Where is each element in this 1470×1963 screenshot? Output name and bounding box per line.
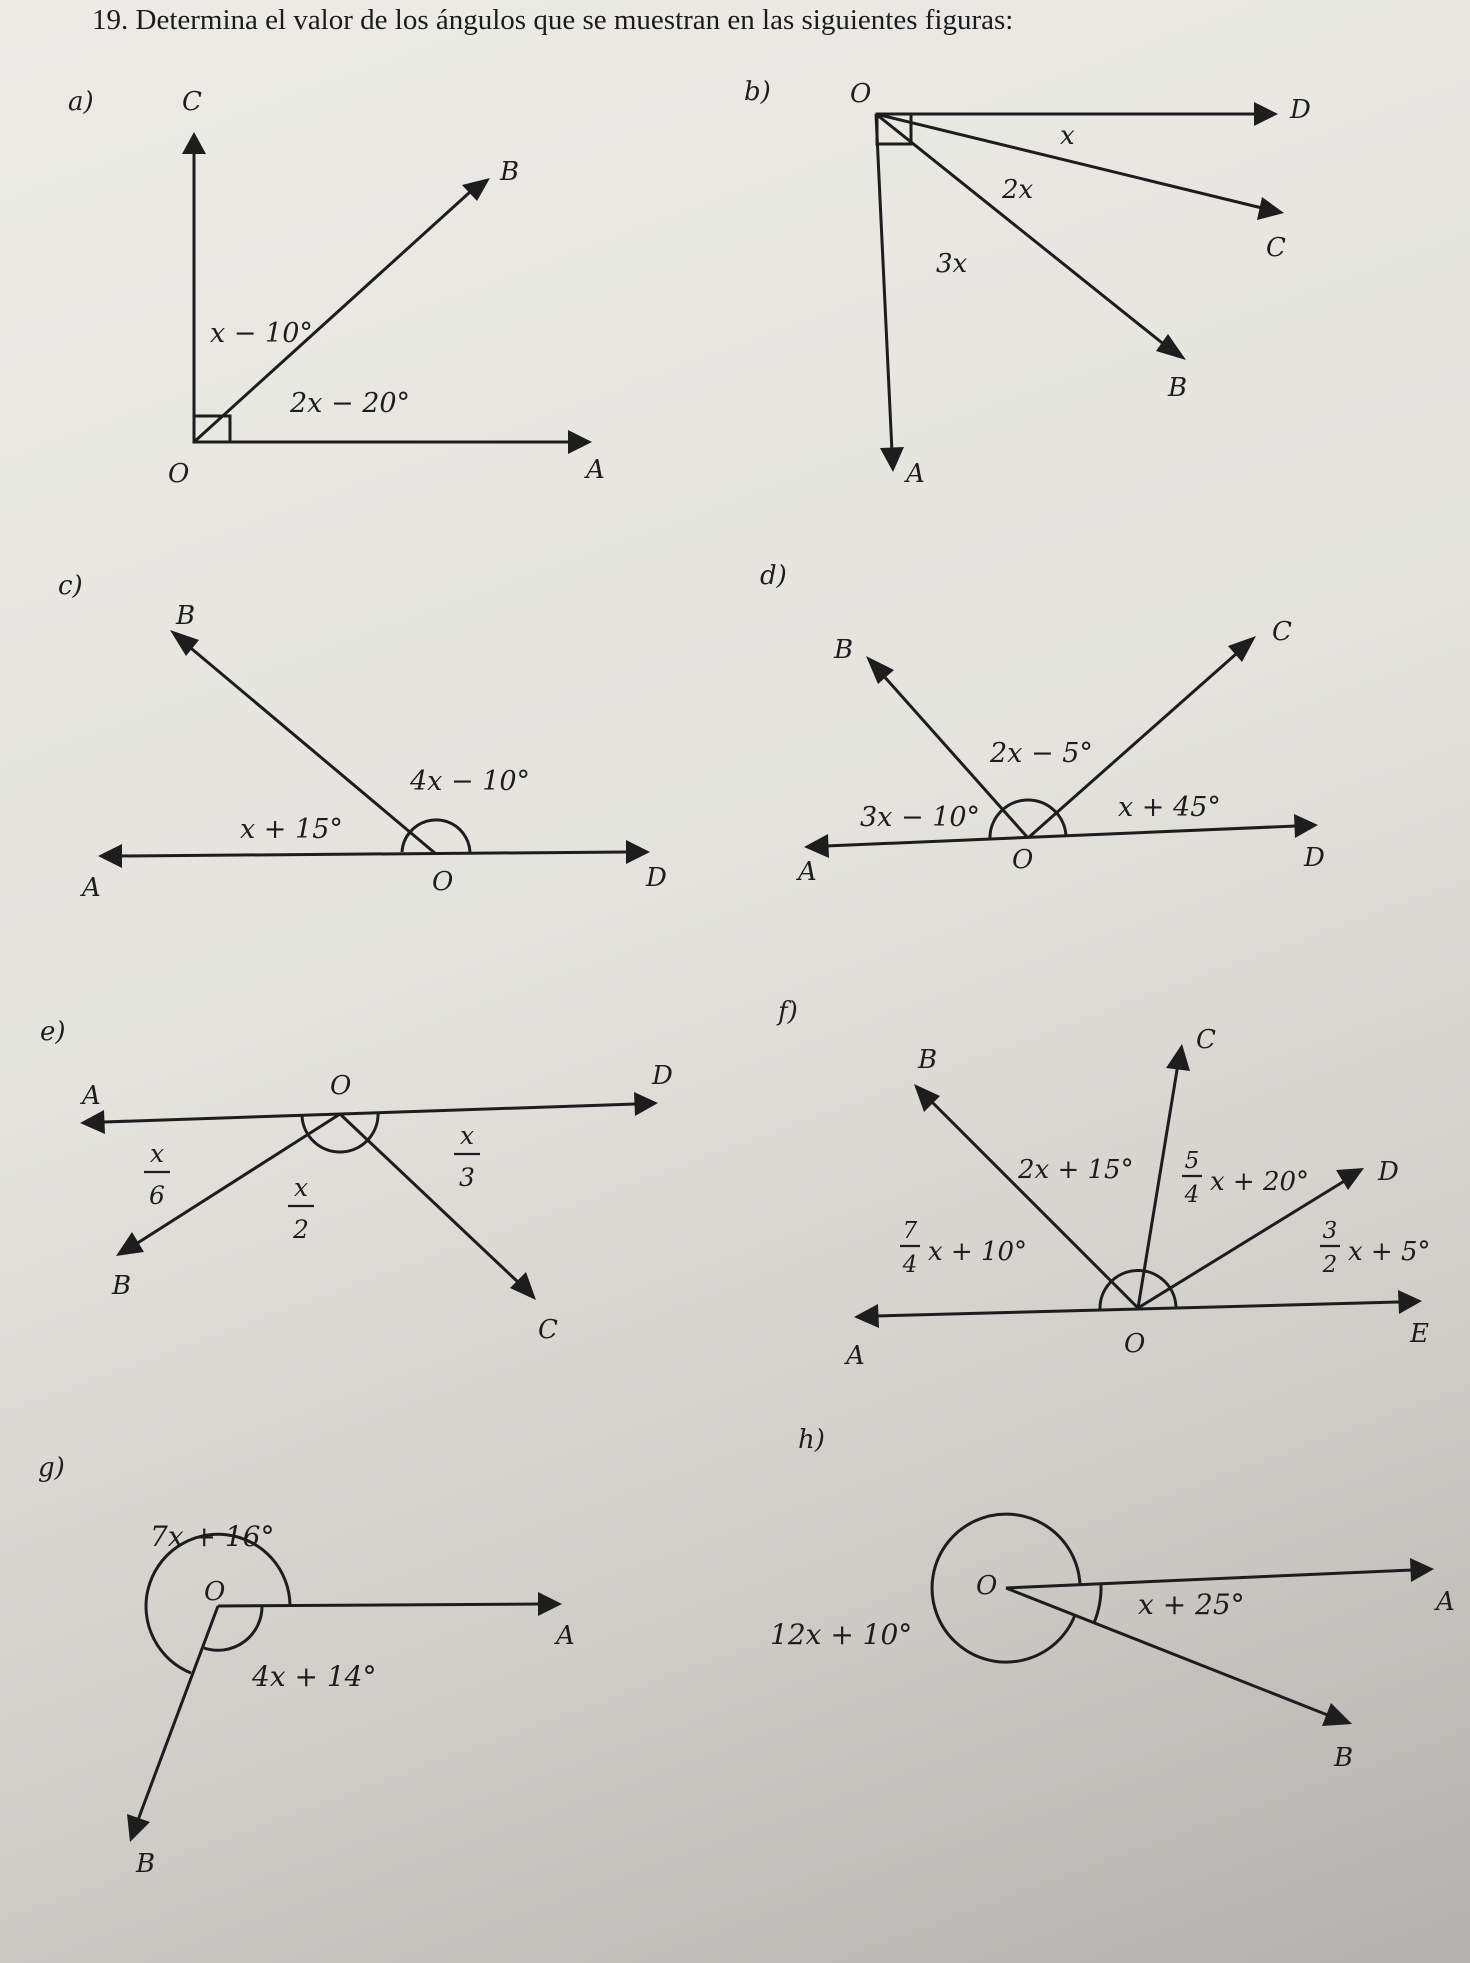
figure-a bbox=[68, 87, 605, 489]
part-label-e: e) bbox=[40, 1017, 66, 1047]
svg-text:x + 5°: x + 5° bbox=[1348, 1237, 1431, 1267]
question-number: 19. bbox=[92, 4, 129, 36]
figure-g bbox=[38, 1453, 575, 1879]
part-label-c: c) bbox=[58, 571, 83, 601]
arrowhead-a bbox=[804, 834, 829, 858]
svg-text:3: 3 bbox=[1322, 1218, 1338, 1244]
point-o: O bbox=[330, 1071, 352, 1101]
point-o: O bbox=[432, 867, 454, 897]
point-c: C bbox=[538, 1315, 558, 1345]
arrowhead-a bbox=[854, 1304, 879, 1328]
angle-cod bbox=[1182, 1148, 1309, 1208]
ray-ob bbox=[136, 1114, 340, 1244]
figure-c bbox=[58, 571, 667, 903]
point-b: B bbox=[112, 1271, 132, 1301]
point-d: D bbox=[1378, 1157, 1399, 1187]
svg-text:x: x bbox=[459, 1121, 475, 1150]
arrowhead-b bbox=[1156, 334, 1186, 360]
angle-aob: x + 15° bbox=[240, 814, 343, 845]
arrowhead-a bbox=[568, 430, 592, 454]
point-b: B bbox=[176, 601, 196, 631]
angle-aob bbox=[900, 1218, 1027, 1278]
arrowhead-a bbox=[880, 447, 904, 472]
angle-boa: 2x − 20° bbox=[290, 388, 411, 419]
point-b: B bbox=[1334, 1743, 1354, 1773]
angle-aob: 4x + 14° bbox=[252, 1660, 377, 1693]
point-a: A bbox=[906, 459, 925, 489]
angle-cob: 2x bbox=[1002, 175, 1034, 205]
arrowhead-d bbox=[1294, 814, 1318, 838]
point-a: A bbox=[82, 873, 101, 903]
angle-boc: 2x − 5° bbox=[990, 738, 1093, 769]
line-ad bbox=[104, 1104, 636, 1122]
arrowhead-c bbox=[182, 132, 206, 154]
arrowhead-d bbox=[1254, 102, 1278, 126]
angle-arc bbox=[204, 1605, 262, 1650]
svg-text:x: x bbox=[149, 1139, 165, 1168]
arrowhead-d bbox=[1336, 1168, 1364, 1190]
angle-doe bbox=[1320, 1218, 1431, 1278]
arrowhead-b bbox=[866, 656, 894, 684]
arrowhead-a bbox=[80, 1110, 105, 1134]
point-d: D bbox=[1304, 843, 1325, 873]
point-e: E bbox=[1410, 1319, 1429, 1349]
point-o: O bbox=[204, 1577, 226, 1607]
arrowhead-a bbox=[1410, 1558, 1434, 1582]
figure-f bbox=[776, 997, 1431, 1371]
point-a: A bbox=[846, 1341, 865, 1371]
svg-text:5: 5 bbox=[1184, 1148, 1200, 1174]
part-label-d: d) bbox=[760, 561, 787, 591]
figure-e bbox=[40, 1017, 673, 1345]
point-o: O bbox=[168, 459, 190, 489]
point-d: D bbox=[646, 863, 667, 893]
part-label-g: g) bbox=[38, 1453, 65, 1483]
point-a: A bbox=[556, 1621, 575, 1651]
svg-text:x: x bbox=[293, 1173, 309, 1202]
arrowhead-a bbox=[98, 844, 122, 868]
arrowhead-a bbox=[538, 1592, 562, 1616]
ray-oa bbox=[1006, 1570, 1412, 1588]
arrowhead-c bbox=[1257, 197, 1284, 220]
angle-bod: 4x − 10° bbox=[410, 766, 531, 797]
arrowhead-d bbox=[626, 840, 650, 864]
part-label-b: b) bbox=[744, 77, 771, 107]
point-c: C bbox=[1272, 617, 1292, 647]
arrowhead-b bbox=[462, 178, 490, 201]
figure-d bbox=[760, 561, 1325, 887]
point-o: O bbox=[1012, 845, 1034, 875]
angle-cod bbox=[454, 1121, 480, 1192]
arrowhead-b bbox=[127, 1814, 150, 1842]
arrowhead-d bbox=[634, 1092, 658, 1116]
part-label-h: h) bbox=[798, 1425, 825, 1455]
arrowhead-b bbox=[116, 1232, 144, 1256]
point-o: O bbox=[850, 79, 872, 109]
ray-ob bbox=[138, 1606, 218, 1820]
arrowhead-c bbox=[1166, 1044, 1190, 1071]
point-o: O bbox=[1124, 1329, 1146, 1359]
angle-aob: x + 25° bbox=[1138, 1588, 1245, 1621]
angle-boa: 3x bbox=[936, 249, 968, 279]
angle-boc bbox=[288, 1173, 314, 1244]
arrowhead-e bbox=[1398, 1290, 1422, 1314]
point-a: A bbox=[798, 857, 817, 887]
angle-cob: x − 10° bbox=[210, 318, 313, 349]
point-b: B bbox=[136, 1849, 156, 1879]
figure-h bbox=[770, 1425, 1455, 1773]
angle-boc: 2x + 15° bbox=[1018, 1155, 1134, 1185]
point-b: B bbox=[500, 157, 520, 187]
arrowhead-b bbox=[1322, 1703, 1352, 1726]
point-o: O bbox=[976, 1571, 998, 1601]
figure-b bbox=[744, 77, 1311, 489]
point-b: B bbox=[1168, 373, 1188, 403]
angle-doc: x bbox=[1060, 121, 1075, 151]
part-label-a: a) bbox=[68, 87, 94, 117]
angle-arc bbox=[1094, 1584, 1101, 1623]
point-b: B bbox=[918, 1045, 938, 1075]
angle-aob: 3x − 10° bbox=[860, 802, 981, 833]
angle-aob bbox=[144, 1139, 170, 1210]
angle-cod: x + 45° bbox=[1118, 792, 1221, 823]
svg-text:4: 4 bbox=[902, 1252, 918, 1278]
svg-text:x + 20°: x + 20° bbox=[1210, 1167, 1310, 1197]
point-c: C bbox=[1196, 1025, 1216, 1055]
part-label-f: f) bbox=[778, 997, 798, 1027]
ray-oa bbox=[876, 114, 892, 452]
svg-text:6: 6 bbox=[149, 1181, 165, 1210]
svg-text:3: 3 bbox=[459, 1163, 475, 1192]
point-d: D bbox=[1290, 95, 1311, 125]
svg-text:2: 2 bbox=[293, 1215, 309, 1244]
ray-ob bbox=[930, 1100, 1138, 1308]
point-a: A bbox=[82, 1081, 101, 1111]
svg-text:2: 2 bbox=[1322, 1252, 1338, 1278]
svg-text:7: 7 bbox=[902, 1218, 918, 1244]
svg-text:x + 10°: x + 10° bbox=[928, 1237, 1028, 1267]
point-a: A bbox=[586, 455, 605, 485]
point-c: C bbox=[1266, 233, 1286, 263]
angle-reflex-aob: 12x + 10° bbox=[770, 1618, 913, 1651]
point-c: C bbox=[182, 87, 202, 117]
line-ad bbox=[120, 852, 628, 856]
angle-reflex-aob: 7x + 16° bbox=[150, 1520, 275, 1553]
ray-oa bbox=[218, 1604, 542, 1606]
point-a: A bbox=[1436, 1587, 1455, 1617]
question-text: Determina el valor de los ángulos que se muestran en las siguientes figuras: bbox=[135, 4, 1014, 36]
point-d: D bbox=[652, 1061, 673, 1091]
svg-text:4: 4 bbox=[1184, 1182, 1200, 1208]
point-b: B bbox=[834, 635, 854, 665]
